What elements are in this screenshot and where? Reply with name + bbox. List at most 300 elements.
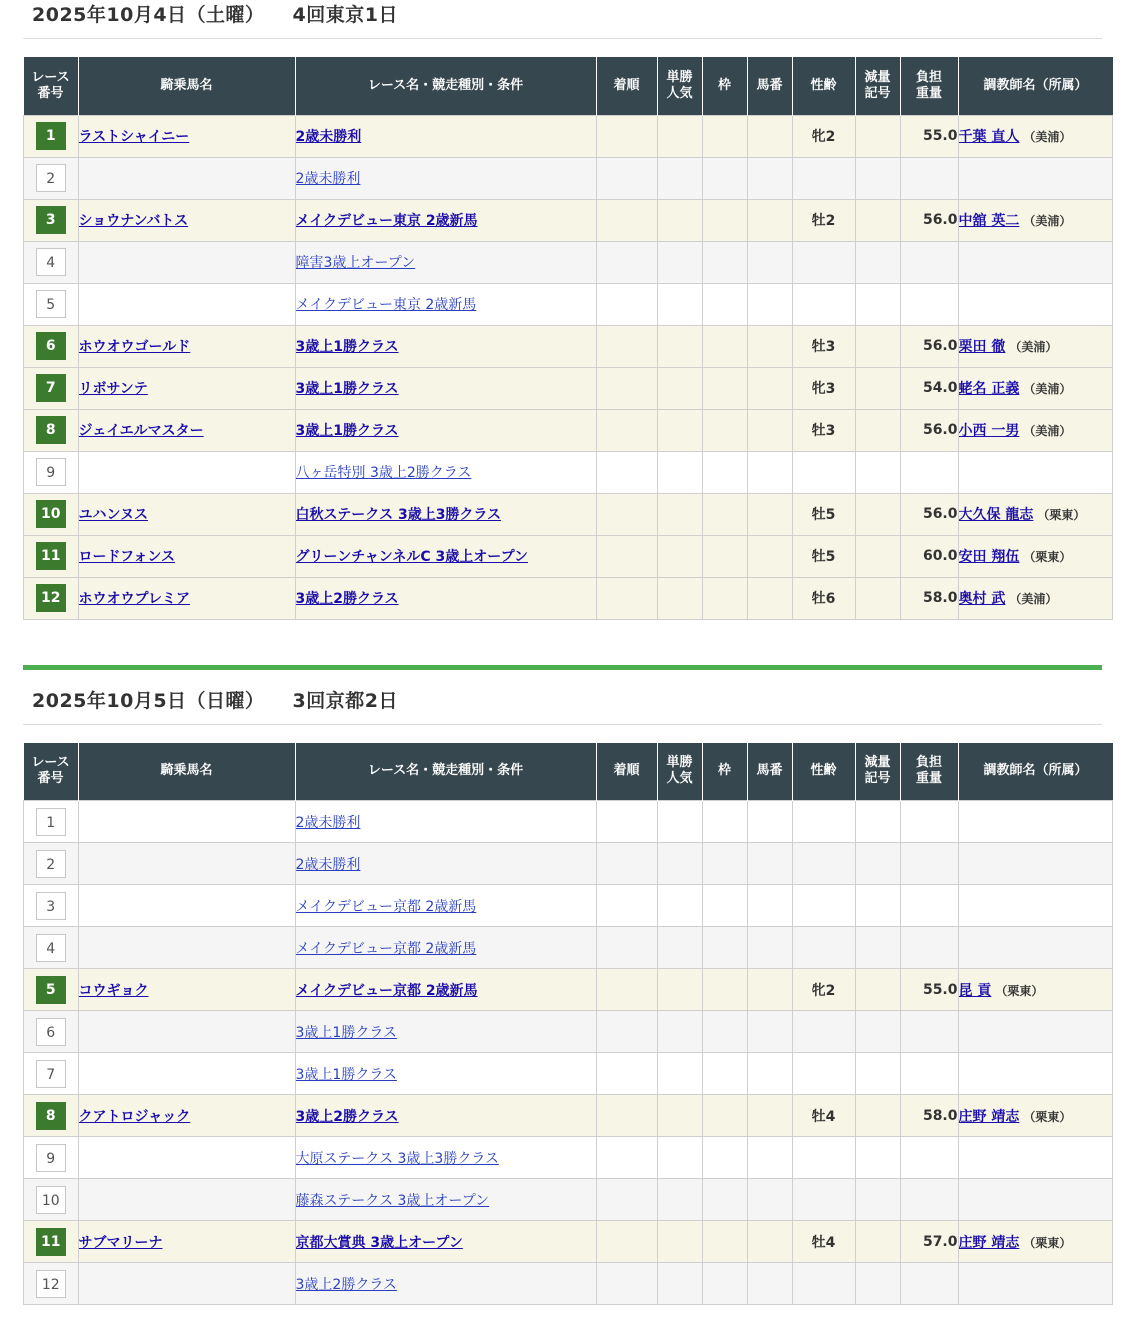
frame-cell bbox=[702, 1095, 747, 1137]
race-link[interactable]: 3歳上2勝クラス bbox=[295, 1108, 399, 1125]
horse-cell bbox=[78, 1221, 295, 1263]
trainer-affiliation: （美浦） bbox=[1023, 214, 1072, 228]
finish-cell bbox=[596, 1095, 657, 1137]
frame-cell bbox=[702, 451, 747, 493]
horse-cell bbox=[78, 885, 295, 927]
race-cell bbox=[295, 1011, 596, 1053]
weight-cell bbox=[900, 157, 958, 199]
reduction-cell bbox=[855, 409, 900, 451]
trainer-link[interactable]: 庄野 靖志 bbox=[958, 1108, 1020, 1125]
frame-cell bbox=[702, 1137, 747, 1179]
trainer-link[interactable]: 千葉 直人 bbox=[958, 129, 1020, 145]
horse-number-cell bbox=[747, 1011, 792, 1053]
reduction-cell bbox=[855, 283, 900, 325]
race-link[interactable]: メイクデビュー京都 2歳新馬 bbox=[295, 940, 477, 957]
race-link[interactable]: メイクデビュー東京 2歳新馬 bbox=[295, 213, 478, 229]
race-number-badge: 10 bbox=[36, 1186, 66, 1214]
race-link[interactable]: メイクデビュー京都 2歳新馬 bbox=[295, 898, 477, 915]
frame-cell bbox=[702, 577, 747, 619]
race-cell bbox=[295, 325, 596, 367]
reduction-cell bbox=[855, 843, 900, 885]
header-race-number-line: レース bbox=[31, 69, 70, 85]
trainer-cell bbox=[958, 283, 1113, 325]
horse-cell bbox=[78, 409, 295, 451]
horse-number-cell bbox=[747, 1221, 792, 1263]
sex-age-cell: 牡6 bbox=[792, 577, 855, 619]
trainer-affiliation: （栗東） bbox=[1023, 550, 1072, 564]
race-cell bbox=[295, 1095, 596, 1137]
trainer-link[interactable]: 蛯名 正義 bbox=[958, 381, 1020, 397]
race-table bbox=[23, 57, 1113, 620]
race-link[interactable]: 3歳上2勝クラス bbox=[295, 1276, 397, 1293]
header-race-number-line: 番号 bbox=[37, 85, 64, 101]
race-table bbox=[23, 743, 1113, 1306]
trainer-affiliation: （美浦） bbox=[1009, 340, 1058, 354]
popularity-cell bbox=[657, 451, 702, 493]
race-number-badge: 1 bbox=[36, 808, 66, 836]
trainer-cell bbox=[958, 241, 1113, 283]
header-race-number-line: レース bbox=[31, 755, 70, 771]
finish-cell bbox=[596, 885, 657, 927]
horse-cell bbox=[78, 493, 295, 535]
popularity-cell bbox=[657, 283, 702, 325]
header-sex-age-label: 性齢 bbox=[810, 77, 837, 93]
sex-age-cell bbox=[792, 927, 855, 969]
race-link[interactable]: 3歳上1勝クラス bbox=[295, 339, 399, 355]
race-number-cell bbox=[24, 115, 79, 157]
reduction-cell bbox=[855, 1095, 900, 1137]
race-link[interactable]: 3歳上1勝クラス bbox=[295, 1066, 397, 1083]
reduction-cell bbox=[855, 1221, 900, 1263]
race-number-cell bbox=[24, 325, 79, 367]
race-link[interactable]: 2歳未勝利 bbox=[295, 814, 361, 831]
race-number-badge: 6 bbox=[36, 332, 66, 360]
header-frame bbox=[702, 743, 747, 801]
weight-cell: 56.0 bbox=[900, 493, 958, 535]
header-carried-weight-line: 負担 bbox=[915, 69, 942, 85]
race-cell bbox=[295, 1263, 596, 1305]
header-carried-weight-line: 重量 bbox=[915, 85, 942, 101]
horse-number-cell bbox=[747, 1179, 792, 1221]
horse-cell bbox=[78, 535, 295, 577]
horse-link[interactable]: ホウオウゴールド bbox=[78, 339, 191, 355]
weight-cell bbox=[900, 1137, 958, 1179]
header-carried-weight-line: 重量 bbox=[915, 771, 942, 787]
race-row bbox=[24, 1053, 1113, 1095]
race-row bbox=[24, 325, 1113, 367]
trainer-link[interactable]: 栗田 徹 bbox=[958, 339, 1006, 355]
horse-cell bbox=[78, 843, 295, 885]
race-link[interactable]: グリーンチャンネルC 3歳上オープン bbox=[295, 549, 529, 565]
horse-cell bbox=[78, 1179, 295, 1221]
horse-number-cell bbox=[747, 451, 792, 493]
sex-age-cell: 牝2 bbox=[792, 115, 855, 157]
race-link[interactable]: 2歳未勝利 bbox=[295, 129, 362, 145]
header-popularity-line: 人気 bbox=[666, 771, 693, 787]
popularity-cell bbox=[657, 969, 702, 1011]
horse-link[interactable]: クアトロジャック bbox=[78, 1108, 191, 1125]
race-row bbox=[24, 409, 1113, 451]
trainer-cell bbox=[958, 115, 1113, 157]
race-cell bbox=[295, 801, 596, 843]
horse-number-cell bbox=[747, 801, 792, 843]
sex-age-cell: 牡5 bbox=[792, 493, 855, 535]
finish-cell bbox=[596, 1221, 657, 1263]
popularity-cell bbox=[657, 1011, 702, 1053]
popularity-cell bbox=[657, 493, 702, 535]
day-section-2 bbox=[0, 670, 1125, 1306]
horse-link[interactable]: コウギョク bbox=[78, 982, 149, 999]
race-number-cell bbox=[24, 283, 79, 325]
spacer bbox=[0, 39, 1125, 57]
day-header bbox=[0, 0, 1125, 38]
header-horse-number-label: 馬番 bbox=[756, 763, 783, 779]
horse-cell bbox=[78, 367, 295, 409]
race-row bbox=[24, 367, 1113, 409]
trainer-affiliation: （栗東） bbox=[995, 983, 1044, 998]
trainer-link[interactable]: 奥村 武 bbox=[958, 591, 1006, 607]
finish-cell bbox=[596, 1263, 657, 1305]
horse-number-cell bbox=[747, 241, 792, 283]
header-race-number bbox=[24, 743, 79, 801]
horse-link[interactable]: ホウオウプレミア bbox=[78, 591, 190, 607]
header-race-name bbox=[295, 57, 596, 115]
race-cell bbox=[295, 241, 596, 283]
race-cell bbox=[295, 535, 596, 577]
header-carried-weight bbox=[900, 743, 958, 801]
race-link[interactable]: メイクデビュー東京 2歳新馬 bbox=[295, 297, 477, 313]
race-number-cell bbox=[24, 969, 79, 1011]
race-number-cell bbox=[24, 157, 79, 199]
reduction-cell bbox=[855, 451, 900, 493]
reduction-cell bbox=[855, 157, 900, 199]
weight-cell: 58.0 bbox=[900, 1095, 958, 1137]
race-number-badge: 4 bbox=[36, 248, 66, 276]
race-link[interactable]: 3歳上2勝クラス bbox=[295, 591, 399, 607]
trainer-cell bbox=[958, 801, 1113, 843]
race-cell bbox=[295, 115, 596, 157]
header-horse-name bbox=[78, 743, 295, 801]
horse-number-cell bbox=[747, 577, 792, 619]
horse-number-cell bbox=[747, 493, 792, 535]
trainer-affiliation: （栗東） bbox=[1037, 508, 1086, 522]
horse-number-cell bbox=[747, 325, 792, 367]
race-number-cell bbox=[24, 927, 79, 969]
header-popularity bbox=[657, 743, 702, 801]
trainer-cell bbox=[958, 535, 1113, 577]
popularity-cell bbox=[657, 885, 702, 927]
horse-cell bbox=[78, 283, 295, 325]
race-cell bbox=[295, 451, 596, 493]
popularity-cell bbox=[657, 1095, 702, 1137]
frame-cell bbox=[702, 241, 747, 283]
race-number-badge: 3 bbox=[36, 892, 66, 920]
header-weight-reduction bbox=[855, 743, 900, 801]
popularity-cell bbox=[657, 1179, 702, 1221]
horse-link[interactable]: ジェイエルマスター bbox=[78, 423, 204, 439]
race-number-badge: 2 bbox=[36, 850, 66, 878]
race-number-cell bbox=[24, 493, 79, 535]
finish-cell bbox=[596, 325, 657, 367]
horse-cell bbox=[78, 157, 295, 199]
frame-cell bbox=[702, 535, 747, 577]
horse-number-cell bbox=[747, 885, 792, 927]
sex-age-cell bbox=[792, 241, 855, 283]
race-number-badge: 9 bbox=[36, 1144, 66, 1172]
race-number-badge: 4 bbox=[36, 934, 66, 962]
day-date: 2025年10月5日（日曜） bbox=[32, 689, 265, 712]
horse-link[interactable]: サブマリーナ bbox=[78, 1234, 163, 1251]
reduction-cell bbox=[855, 969, 900, 1011]
race-cell bbox=[295, 157, 596, 199]
race-cell bbox=[295, 1221, 596, 1263]
header-frame-label: 枠 bbox=[717, 77, 731, 93]
race-number-badge: 10 bbox=[36, 500, 66, 528]
finish-cell bbox=[596, 535, 657, 577]
horse-link[interactable]: ロードフォンス bbox=[78, 549, 175, 565]
weight-cell bbox=[900, 1011, 958, 1053]
header-finish-label: 着順 bbox=[613, 763, 640, 779]
race-link[interactable]: 3歳上1勝クラス bbox=[295, 423, 399, 439]
sex-age-cell: 牝2 bbox=[792, 969, 855, 1011]
trainer-cell bbox=[958, 409, 1113, 451]
race-cell bbox=[295, 367, 596, 409]
sex-age-cell bbox=[792, 843, 855, 885]
header-weight-reduction-line: 減量 bbox=[864, 69, 891, 85]
race-number-badge: 12 bbox=[36, 1270, 66, 1298]
weight-cell bbox=[900, 843, 958, 885]
day-section-1 bbox=[0, 0, 1125, 620]
header-race-name-label: レース名・競走種別・条件 bbox=[367, 763, 524, 779]
trainer-affiliation: （美浦） bbox=[1023, 130, 1072, 144]
weight-cell bbox=[900, 1179, 958, 1221]
race-row bbox=[24, 1095, 1113, 1137]
frame-cell bbox=[702, 1263, 747, 1305]
frame-cell bbox=[702, 115, 747, 157]
sex-age-cell bbox=[792, 1263, 855, 1305]
weight-cell: 56.0 bbox=[900, 199, 958, 241]
header-horse-number bbox=[747, 57, 792, 115]
race-number-cell bbox=[24, 1053, 79, 1095]
reduction-cell bbox=[855, 535, 900, 577]
trainer-cell bbox=[958, 325, 1113, 367]
race-number-cell bbox=[24, 535, 79, 577]
reduction-cell bbox=[855, 115, 900, 157]
header-sex-age bbox=[792, 57, 855, 115]
race-link[interactable]: 2歳未勝利 bbox=[295, 171, 361, 187]
race-link[interactable]: 3歳上1勝クラス bbox=[295, 381, 399, 397]
popularity-cell bbox=[657, 409, 702, 451]
header-popularity-line: 人気 bbox=[666, 85, 693, 101]
race-row bbox=[24, 157, 1113, 199]
popularity-cell bbox=[657, 199, 702, 241]
race-row bbox=[24, 927, 1113, 969]
race-number-cell bbox=[24, 801, 79, 843]
weight-cell: 56.0 bbox=[900, 409, 958, 451]
race-link[interactable]: 2歳未勝利 bbox=[295, 856, 361, 873]
weight-cell: 55.0 bbox=[900, 969, 958, 1011]
trainer-affiliation: （美浦） bbox=[1009, 592, 1058, 606]
race-cell bbox=[295, 1137, 596, 1179]
race-cell bbox=[295, 577, 596, 619]
finish-cell bbox=[596, 367, 657, 409]
finish-cell bbox=[596, 199, 657, 241]
race-link[interactable]: メイクデビュー京都 2歳新馬 bbox=[295, 982, 478, 999]
weight-cell: 55.0 bbox=[900, 115, 958, 157]
race-cell bbox=[295, 493, 596, 535]
popularity-cell bbox=[657, 1053, 702, 1095]
horse-cell bbox=[78, 115, 295, 157]
day-venue: 4回東京1日 bbox=[292, 4, 398, 26]
race-number-cell bbox=[24, 1095, 79, 1137]
trainer-cell bbox=[958, 199, 1113, 241]
horse-number-cell bbox=[747, 1137, 792, 1179]
race-link[interactable]: 八ヶ岳特別 3歳上2勝クラス bbox=[295, 465, 472, 481]
finish-cell bbox=[596, 577, 657, 619]
race-link[interactable]: 障害3歳上オープン bbox=[295, 255, 416, 271]
weight-cell: 60.0 bbox=[900, 535, 958, 577]
trainer-cell bbox=[958, 885, 1113, 927]
sex-age-cell bbox=[792, 1179, 855, 1221]
finish-cell bbox=[596, 451, 657, 493]
sex-age-cell bbox=[792, 1053, 855, 1095]
sex-age-cell: 牝3 bbox=[792, 367, 855, 409]
trainer-affiliation: （美浦） bbox=[1023, 424, 1072, 438]
race-row bbox=[24, 801, 1113, 843]
table-head bbox=[24, 57, 1113, 115]
race-cell bbox=[295, 1179, 596, 1221]
race-cell bbox=[295, 199, 596, 241]
race-cell bbox=[295, 885, 596, 927]
horse-number-cell bbox=[747, 199, 792, 241]
popularity-cell bbox=[657, 241, 702, 283]
race-cell bbox=[295, 969, 596, 1011]
popularity-cell bbox=[657, 325, 702, 367]
race-link[interactable]: 3歳上1勝クラス bbox=[295, 1024, 397, 1041]
race-row bbox=[24, 1179, 1113, 1221]
horse-link[interactable]: リボサンテ bbox=[78, 381, 148, 397]
race-link[interactable]: 大原ステークス 3歳上3勝クラス bbox=[295, 1150, 499, 1167]
race-number-badge: 8 bbox=[36, 416, 66, 444]
reduction-cell bbox=[855, 493, 900, 535]
horse-cell bbox=[78, 199, 295, 241]
frame-cell bbox=[702, 157, 747, 199]
race-link[interactable]: 京都大賞典 3歳上オープン bbox=[295, 1234, 463, 1251]
frame-cell bbox=[702, 283, 747, 325]
race-number-badge: 6 bbox=[36, 1018, 66, 1046]
horse-number-cell bbox=[747, 843, 792, 885]
race-link[interactable]: 藤森ステークス 3歳上オープン bbox=[295, 1192, 490, 1209]
race-row bbox=[24, 535, 1113, 577]
race-row bbox=[24, 1263, 1113, 1305]
reduction-cell bbox=[855, 1263, 900, 1305]
sex-age-cell bbox=[792, 1137, 855, 1179]
weight-cell bbox=[900, 241, 958, 283]
frame-cell bbox=[702, 325, 747, 367]
race-cell bbox=[295, 283, 596, 325]
horse-number-cell bbox=[747, 1053, 792, 1095]
trainer-link[interactable]: 大久保 龍志 bbox=[958, 507, 1034, 523]
trainer-cell bbox=[958, 157, 1113, 199]
race-cell bbox=[295, 409, 596, 451]
trainer-cell bbox=[958, 969, 1113, 1011]
day-header bbox=[0, 670, 1125, 724]
horse-number-cell bbox=[747, 115, 792, 157]
trainer-affiliation: （美浦） bbox=[1023, 382, 1072, 396]
sex-age-cell: 牡5 bbox=[792, 535, 855, 577]
sex-age-cell bbox=[792, 157, 855, 199]
race-link[interactable]: 白秋ステークス 3歳上3勝クラス bbox=[295, 507, 502, 523]
trainer-cell bbox=[958, 367, 1113, 409]
reduction-cell bbox=[855, 801, 900, 843]
header-sex-age-label: 性齢 bbox=[810, 763, 837, 779]
horse-link[interactable]: ラストシャイニー bbox=[78, 129, 190, 145]
race-number-badge: 1 bbox=[36, 122, 66, 150]
race-number-badge: 11 bbox=[36, 542, 66, 570]
race-number-badge: 5 bbox=[36, 290, 66, 318]
horse-link[interactable]: ショウナンバトス bbox=[78, 213, 189, 229]
trainer-link[interactable]: 小西 一男 bbox=[958, 423, 1020, 439]
table-body bbox=[24, 115, 1113, 619]
header-trainer-label: 調教師名（所属） bbox=[983, 77, 1088, 93]
header-row bbox=[24, 743, 1113, 801]
race-row bbox=[24, 843, 1113, 885]
header-finish bbox=[596, 743, 657, 801]
horse-cell bbox=[78, 969, 295, 1011]
trainer-link[interactable]: 昆 貢 bbox=[958, 982, 992, 999]
popularity-cell bbox=[657, 577, 702, 619]
header-frame bbox=[702, 57, 747, 115]
weight-cell bbox=[900, 283, 958, 325]
popularity-cell bbox=[657, 367, 702, 409]
sex-age-cell: 牡2 bbox=[792, 199, 855, 241]
frame-cell bbox=[702, 1221, 747, 1263]
header-weight-reduction bbox=[855, 57, 900, 115]
header-horse-number-label: 馬番 bbox=[756, 77, 783, 93]
header-weight-reduction-line: 減量 bbox=[864, 755, 891, 771]
race-number-cell bbox=[24, 199, 79, 241]
header-horse-name-label: 騎乗馬名 bbox=[160, 763, 213, 779]
frame-cell bbox=[702, 367, 747, 409]
race-row bbox=[24, 199, 1113, 241]
horse-link[interactable]: ユハンヌス bbox=[78, 507, 148, 523]
spacer bbox=[0, 725, 1125, 743]
header-popularity bbox=[657, 57, 702, 115]
finish-cell bbox=[596, 283, 657, 325]
weight-cell: 58.0 bbox=[900, 577, 958, 619]
horse-cell bbox=[78, 1095, 295, 1137]
reduction-cell bbox=[855, 1179, 900, 1221]
race-row bbox=[24, 451, 1113, 493]
trainer-link[interactable]: 中舘 英二 bbox=[958, 213, 1020, 229]
trainer-cell bbox=[958, 1221, 1113, 1263]
header-horse-name-label: 騎乗馬名 bbox=[160, 77, 213, 93]
reduction-cell bbox=[855, 199, 900, 241]
sex-age-cell: 牡3 bbox=[792, 325, 855, 367]
header-race-name-label: レース名・競走種別・条件 bbox=[367, 77, 524, 93]
race-number-badge: 3 bbox=[36, 206, 66, 234]
race-row bbox=[24, 577, 1113, 619]
finish-cell bbox=[596, 157, 657, 199]
frame-cell bbox=[702, 843, 747, 885]
trainer-link[interactable]: 安田 翔伍 bbox=[958, 549, 1020, 565]
race-number-badge: 11 bbox=[36, 1228, 66, 1256]
weight-cell bbox=[900, 451, 958, 493]
race-row bbox=[24, 969, 1113, 1011]
header-sex-age bbox=[792, 743, 855, 801]
header-weight-reduction-line: 記号 bbox=[864, 771, 891, 787]
trainer-link[interactable]: 庄野 靖志 bbox=[958, 1234, 1020, 1251]
